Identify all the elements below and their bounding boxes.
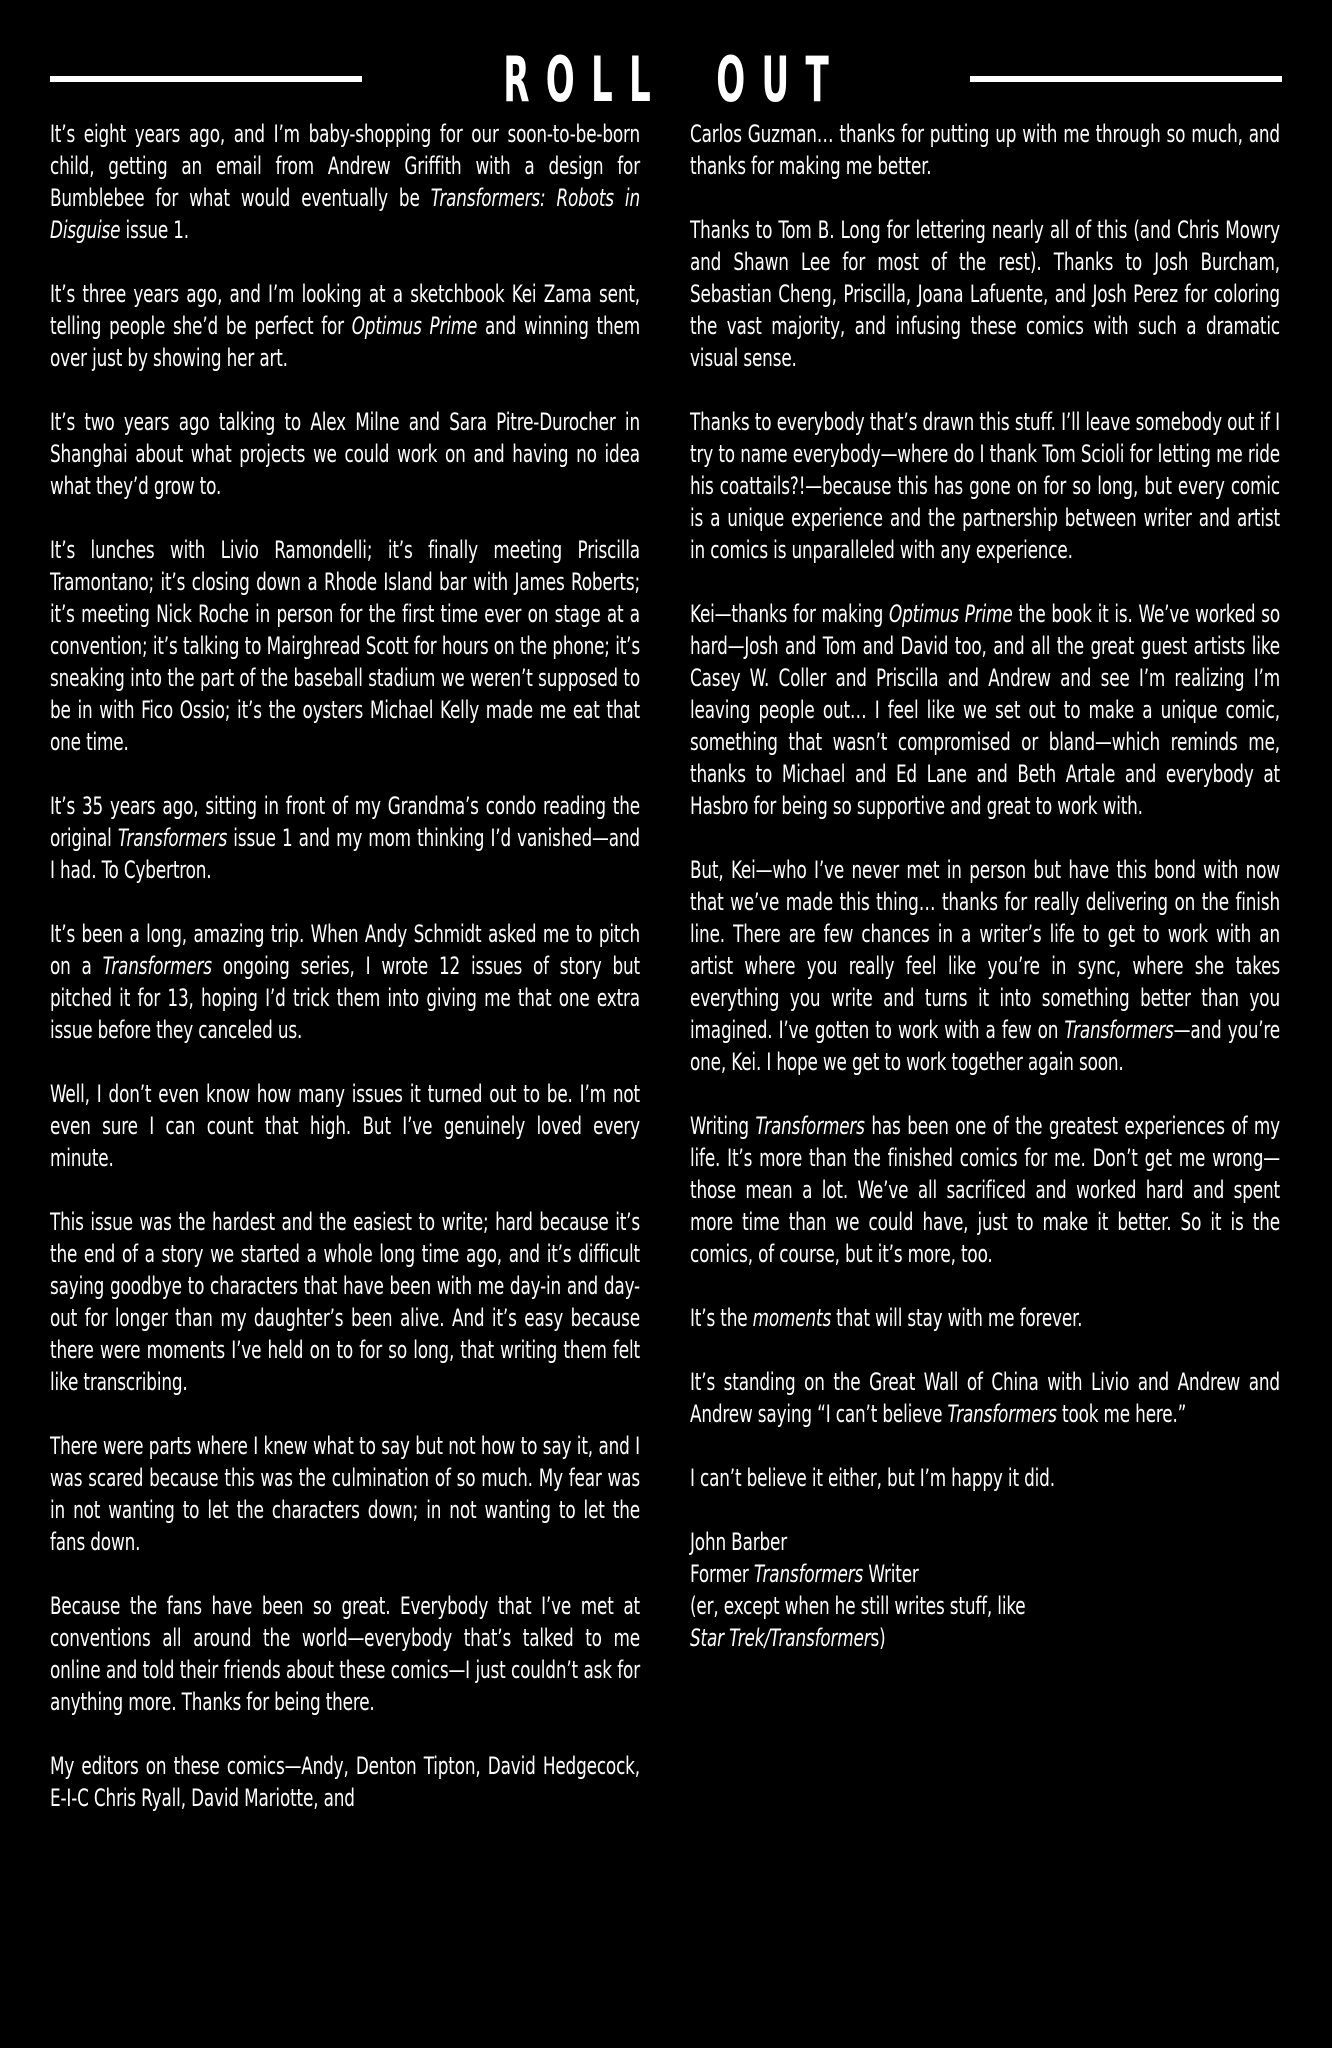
text-run: There were parts where I knew what to say but not how to say it, and I was scared because this was the culmination of so much. My fear was in not wanting to let the characters down; in not wanting to let the fans down. <box>50 1432 640 1556</box>
paragraph <box>690 406 1280 566</box>
right-paragraphs <box>690 118 1280 1494</box>
title-letter: O <box>545 43 575 116</box>
signature-line <box>690 1558 1280 1590</box>
text-run: the book it is. We’ve worked so hard—Josh and Tom and David too, and all the great guest artists like Casey W. Coller and Priscilla and Andrew and see I’m realizing I’m leaving people out… I feel like we set out to make a unique comic, something that wasn’t compromised or bland—which reminds me, thanks to Michael and Ed Lane and Beth Artale and everybody at Hasbro for being so supportive and great to work with. <box>690 600 1280 820</box>
text-run: Thanks to everybody that’s drawn this stuff. I’ll leave somebody out if I try to name everybody—where do I thank Tom Scioli for letting me ride his coattails?!—because this has gone on for so long, but every comic is a unique experience and the partnership between writer and artist in comics is unparalleled with any experience. <box>690 408 1280 564</box>
text-run: ongoing series, I wrote 12 issues of story but pitched it for 13, hoping I’d trick them into giving me that one extra issue before they canceled us. <box>50 952 640 1044</box>
title-letter: R <box>503 43 530 116</box>
text-run: Thanks to Tom B. Long for lettering nearly all of this (and Chris Mowry and Shawn Lee for most of the rest). Thanks to Josh Burcham, Sebastian Cheng, Priscilla, Joana Lafuente, and Josh Perez for coloring the vast majority, and infusing these comics with such a dramatic visual sense. <box>690 216 1280 372</box>
italic-title: Transformers <box>1064 1016 1174 1044</box>
text-run: issue 1. <box>120 216 189 244</box>
paragraph <box>690 1302 1280 1334</box>
text-run: It’s 35 years ago, sitting in front of my Grandma’s condo reading the original <box>50 792 640 852</box>
paragraph <box>690 214 1280 374</box>
signature-line <box>690 1622 1280 1654</box>
paragraph <box>50 1078 640 1174</box>
paragraph <box>690 854 1280 1078</box>
paragraph <box>690 118 1280 182</box>
text-run: It’s the <box>690 1304 753 1332</box>
page-title <box>503 43 829 116</box>
title-letter: L <box>628 43 651 116</box>
title-letter: U <box>761 43 790 116</box>
title-letter: L <box>590 43 613 116</box>
left-column <box>50 118 640 1846</box>
text-run: Kei—thanks for making <box>690 600 889 628</box>
paragraph <box>50 1430 640 1558</box>
text-run: —and you’re one, Kei. I hope we get to work together again soon. <box>690 1016 1280 1076</box>
italic-title: Transformers <box>755 1112 865 1140</box>
signature-block <box>690 1526 1280 1654</box>
text-run: It’s been a long, amazing trip. When Andy Schmidt asked me to pitch on a <box>50 920 640 980</box>
text-run: Writer <box>863 1560 919 1588</box>
text-run: took me here.” <box>1056 1400 1187 1428</box>
text-run: This issue was the hardest and the easiest to write; hard because it’s the end of a story we started a whole long time ago, and it’s difficult saying goodbye to characters that have been with me day-in and day-out for longer than my daughter’s been alive. And it’s easy because there were moments I’ve held on to for so long, that writing them felt like transcribing. <box>50 1208 640 1396</box>
paragraph <box>50 1590 640 1718</box>
right-column <box>690 118 1280 1654</box>
text-run: Because the fans have been so great. Everybody that I’ve met at conventions all around the world—everybody that’s talked to me online and told their friends about these comics—I just couldn’t ask for anything more. Thanks for being there. <box>50 1592 640 1716</box>
text-run: I can’t believe it either, but I’m happy it did. <box>690 1464 1055 1492</box>
paragraph <box>690 1366 1280 1430</box>
text-run: It’s lunches with Livio Ramondelli; it’s finally meeting Priscilla Tramontano; it’s closing down a Rhode Island bar with James Roberts; it’s meeting Nick Roche in person for the first time ever on stage at a convention; it’s talking to Mairghread Scott for hours on the phone; it’s sneaking into the part of the baseball stadium we weren’t supposed to be in with Fico Ossio; it’s the oysters Michael Kelly made me eat that one time. <box>50 536 640 756</box>
paragraph <box>50 918 640 1046</box>
header-rule-left <box>50 76 362 82</box>
italic-title: Optimus Prime <box>351 312 478 340</box>
paragraph <box>50 1206 640 1398</box>
paragraph <box>690 598 1280 822</box>
text-run: It’s standing on the Great Wall of China with Livio and Andrew and Andrew saying “I can’t believe <box>690 1368 1280 1428</box>
text-run: has been one of the greatest experiences of my life. It’s more than the finished comics for me. Don’t get me wrong—those mean a lot. We’ve all sacrificed and worked hard and spent more time than we could have, just to make it better. So it is the comics, of course, but it’s more, too. <box>690 1112 1280 1268</box>
text-run: s) <box>870 1624 886 1652</box>
italic-title: Star Trek/Transformer <box>690 1624 871 1652</box>
text-run: Former <box>690 1560 754 1588</box>
title-letter: T <box>805 43 829 116</box>
paragraph <box>690 1462 1280 1494</box>
text-run: and winning them over just by showing her art. <box>50 312 640 372</box>
paragraph <box>50 278 640 374</box>
paragraph <box>50 118 640 246</box>
paragraph <box>690 1110 1280 1270</box>
italic-title: moments <box>752 1304 832 1332</box>
italic-title: Transformers <box>947 1400 1057 1428</box>
text-run: It’s two years ago talking to Alex Milne and Sara Pitre-Durocher in Shanghai about what projects we could work on and having no idea what they’d grow to. <box>50 408 640 500</box>
italic-title: Transformers <box>102 952 212 980</box>
text-run: But, Kei—who I’ve never met in person but have this bond with now that we’ve made this thing… thanks for really delivering on the finish line. There are few chances in a writer’s life to get to work with an artist where you really feel like you’re in sync, where she takes everything you write and turns it into something better than you imagined. I’ve gotten to work with a few on <box>690 856 1280 1044</box>
italic-title: Optimus Prime <box>888 600 1013 628</box>
header <box>50 43 1282 116</box>
text-run: (er, except when he still writes stuff, like <box>690 1592 1026 1620</box>
text-run: John Barber <box>690 1528 788 1556</box>
text-run: It’s eight years ago, and I’m baby-shopping for our soon-to-be-born child, getting an email from Andrew Griffith with a design for Bumblebee for what would eventually be <box>50 120 640 212</box>
text-run: Writing <box>690 1112 756 1140</box>
right-column-text <box>690 118 1280 1654</box>
signature-line <box>690 1526 1280 1558</box>
text-run: It’s three years ago, and I’m looking at a sketchbook Kei Zama sent, telling people she’d be perfect for <box>50 280 640 340</box>
italic-title: Transformers <box>117 824 228 852</box>
paragraph <box>50 534 640 758</box>
italic-title: Transformers <box>753 1560 864 1588</box>
title-letter: O <box>716 43 746 116</box>
text-run: issue 1 and my mom thinking I’d vanished—and I had. To Cybertron. <box>50 824 640 884</box>
paragraph <box>50 790 640 886</box>
paragraph <box>50 1750 640 1814</box>
header-rule-right <box>970 76 1282 82</box>
text-run: My editors on these comics—Andy, Denton Tipton, David Hedgecock, E-I-C Chris Ryall, David Mariotte, and <box>50 1752 640 1812</box>
paragraph <box>50 406 640 502</box>
italic-title: Transformers: Robots in Disguise <box>50 184 640 244</box>
text-run: Well, I don’t even know how many issues it turned out to be. I’m not even sure I can count that high. But I’ve genuinely loved every minute. <box>50 1080 640 1172</box>
left-column-text <box>50 118 640 1814</box>
signature-line <box>690 1590 1280 1622</box>
text-run: Carlos Guzman… thanks for putting up with me through so much, and thanks for making me better. <box>690 120 1280 180</box>
text-run: that will stay with me forever. <box>831 1304 1083 1332</box>
